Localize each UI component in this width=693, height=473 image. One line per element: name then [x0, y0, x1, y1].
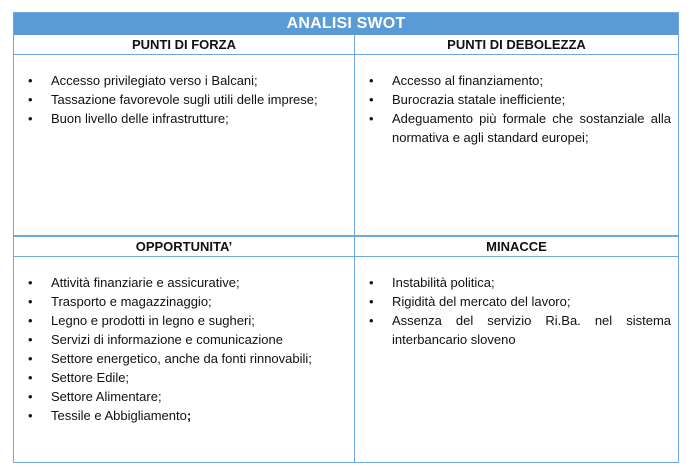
header-strengths: PUNTI DI FORZA — [14, 35, 354, 54]
header-divider-2 — [14, 256, 678, 257]
bullet-icon: • — [369, 313, 374, 328]
list-item — [24, 368, 348, 387]
list-item-text: Accesso al finanziamento; — [392, 73, 544, 88]
list-item-text: Legno e prodotti in legno e sugheri; — [51, 313, 255, 328]
list-item-text: Attività finanziarie e assicurative; — [51, 275, 240, 290]
header-opportunities: OPPORTUNITA’ — [14, 237, 354, 256]
strengths-list — [24, 71, 348, 128]
bullet-icon: • — [28, 275, 33, 290]
list-item-text: Settore Alimentare; — [51, 389, 162, 404]
threats-cell — [365, 273, 671, 349]
bullet-icon: • — [28, 294, 33, 309]
column-divider — [354, 35, 355, 462]
bullet-icon: • — [28, 92, 33, 107]
list-item-text: Tessile e Abbigliamento — [51, 408, 187, 423]
list-item-text: Servizi di informazione e comunicazione — [51, 332, 283, 347]
list-item-text: Adeguamento più formale che sostanziale alla normativa e agli standard europei; — [392, 111, 671, 145]
list-item — [24, 349, 348, 368]
list-item — [365, 292, 671, 311]
bullet-icon: • — [369, 73, 374, 88]
list-item — [24, 311, 348, 330]
bullet-icon: • — [369, 111, 374, 126]
list-item — [365, 71, 671, 90]
weaknesses-cell — [365, 71, 671, 147]
list-item-text: Tassazione favorevole sugli utili delle imprese; — [51, 92, 318, 107]
bullet-icon: • — [28, 389, 33, 404]
list-item-text: Assenza del servizio Ri.Ba. nel sistema interbancario sloveno — [392, 313, 671, 347]
list-item — [365, 90, 671, 109]
list-item — [24, 387, 348, 406]
list-item — [24, 273, 348, 292]
list-item — [24, 292, 348, 311]
table-title: ANALISI SWOT — [14, 13, 678, 35]
bullet-icon: • — [369, 275, 374, 290]
list-item — [24, 90, 348, 109]
bullet-icon: • — [28, 408, 33, 423]
opportunities-list — [24, 273, 348, 425]
header-divider — [14, 54, 678, 55]
list-item-text: Settore energetico, anche da fonti rinnovabili; — [51, 351, 312, 366]
threats-list — [365, 273, 671, 349]
list-item — [365, 109, 671, 147]
list-item — [24, 109, 348, 128]
bullet-icon: • — [28, 73, 33, 88]
strengths-cell — [24, 71, 348, 128]
weaknesses-list — [365, 71, 671, 147]
list-item-text: Trasporto e magazzinaggio; — [51, 294, 212, 309]
bullet-icon: • — [28, 351, 33, 366]
header-weaknesses: PUNTI DI DEBOLEZZA — [355, 35, 678, 54]
bullet-icon: • — [28, 370, 33, 385]
list-item — [365, 311, 671, 349]
list-item-text: Buon livello delle infrastrutture; — [51, 111, 229, 126]
list-item — [365, 273, 671, 292]
bullet-icon: • — [28, 313, 33, 328]
list-item — [24, 330, 348, 349]
list-item-suffix: ; — [186, 408, 192, 423]
list-item — [24, 71, 348, 90]
header-threats: MINACCE — [355, 237, 678, 256]
list-item — [24, 406, 348, 425]
bullet-icon: • — [369, 294, 374, 309]
bullet-icon: • — [28, 332, 33, 347]
list-item-text: Burocrazia statale inefficiente; — [392, 92, 566, 107]
bullet-icon: • — [28, 111, 33, 126]
swot-table — [13, 12, 679, 463]
list-item-text: Settore Edile; — [51, 370, 130, 385]
bullet-icon: • — [369, 92, 374, 107]
list-item-text: Accesso privilegiato verso i Balcani; — [51, 73, 258, 88]
list-item-text: Rigidità del mercato del lavoro; — [392, 294, 571, 309]
opportunities-cell — [24, 273, 348, 425]
list-item-text: Instabilità politica; — [392, 275, 495, 290]
